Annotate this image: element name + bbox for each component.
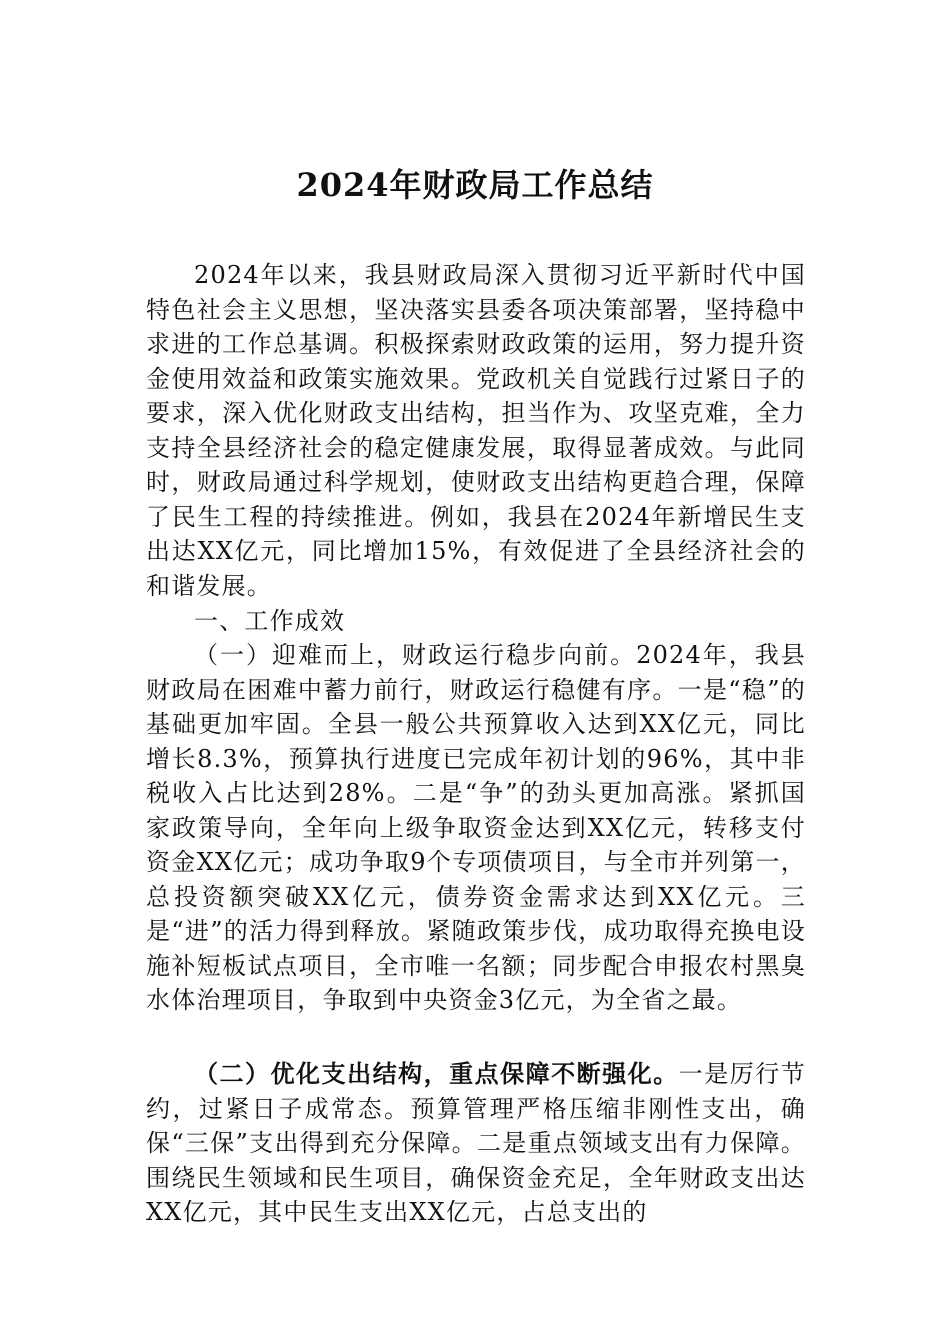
subsection-2-paragraph <box>146 1057 806 1230</box>
subsection-1-text: 2024年，我县财政局在困难中蓄力前行，财政运行稳健有序。一是“稳”的基础更加牢固。全县一般公共预算收入达到XX亿元，同比增长8.3%，预算执行进度已完成年初计划的96%，其中非税收入占比达到28%。二是“争”的劲头更加高涨。紧抓国家政策导向，全年向上级争取资金达到XX亿元，转移支付资金XX亿元；成功争取9个专项债项目，与全市并列第一，总投资额突破XX亿元，债券资金需求达到XX亿元。三是“进”的活力得到释放。紧随政策步伐，成功取得充换电设施补短板试点项目，全市唯一名额；同步配合申报农村黑臭水体治理项目，争取到中央资金3亿元，为全省之最。 <box>146 641 806 1014</box>
subsection-1-lead: （一）迎难而上，财政运行稳步向前。 <box>194 641 637 669</box>
subsection-2-lead: （二）优化支出结构，重点保障不断强化。 <box>194 1059 679 1088</box>
subsection-2-block <box>146 1057 806 1230</box>
section-heading: 一、工作成效 <box>194 607 346 635</box>
intro-block <box>146 258 806 603</box>
document-title: 2024年财政局工作总结 <box>296 166 654 204</box>
subsection-2-text: 一是厉行节约，过紧日子成常态。预算管理严格压缩非刚性支出，确保“三保”支出得到充分保障。二是重点领域支出有力保障。围绕民生领域和民生项目，确保资金充足，全年财政支出达XX亿元，其中民生支出XX亿元，占总支出的 <box>146 1060 806 1226</box>
intro-paragraph: 2024年以来，我县财政局深入贯彻习近平新时代中国特色社会主义思想，坚决落实县委各项决策部署，坚持稳中求进的工作总基调。积极探索财政政策的运用，努力提升资金使用效益和政策实施效果。党政机关自觉践行过紧日子的要求，深入优化财政支出结构，担当作为、攻坚克难，全力支持全县经济社会的稳定健康发展，取得显著成效。与此同时，财政局通过科学规划，使财政支出结构更趋合理，保障了民生工程的持续推进。例如，我县在2024年新增民生支出达XX亿元，同比增加15%，有效促进了全县经济社会的和谐发展。 <box>146 261 806 600</box>
subsection-1-block <box>146 638 806 1018</box>
subsection-1-paragraph <box>146 638 806 1018</box>
section-heading-block <box>146 604 806 639</box>
